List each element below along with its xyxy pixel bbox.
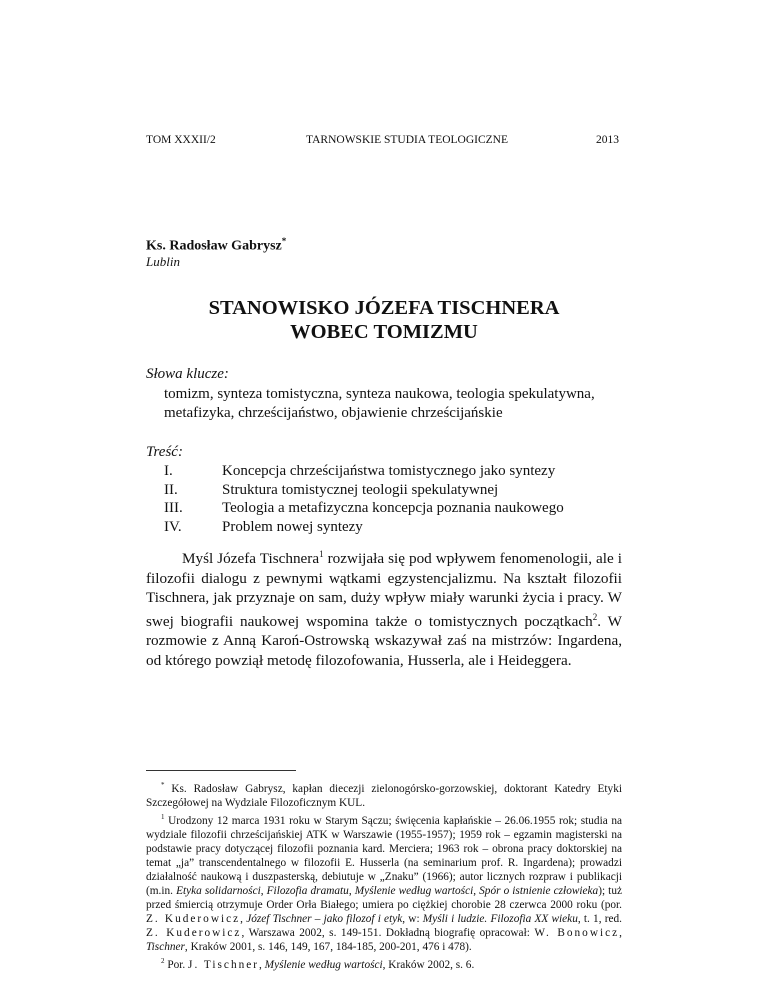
- footnote-title: Myślenie według wartości: [264, 958, 383, 971]
- author-affiliation: Lublin: [146, 254, 180, 269]
- footnote-text: ,: [473, 884, 480, 897]
- footnote-2: [146, 954, 622, 972]
- footnote-ref-2[interactable]: 2: [592, 611, 598, 622]
- contents-item-text: Struktura tomistycznej teologii spekulatywnej: [222, 481, 499, 498]
- contents-item: [146, 499, 564, 518]
- footnote-title: Myślenie według wartości: [354, 884, 474, 897]
- footnote-text: Por.: [164, 958, 189, 971]
- contents-item-number: I.: [164, 463, 173, 479]
- contents-item-number: IV.: [164, 518, 182, 535]
- body-text: [146, 545, 622, 670]
- contents-item-text: Problem nowej syntezy: [222, 518, 363, 535]
- footnote-divider: [146, 770, 296, 771]
- footnote-author: Z. Kuderowicz: [146, 926, 242, 939]
- footnote-title: Tischner: [146, 940, 185, 953]
- body-text-run: Myśl Józefa Tischnera: [182, 550, 320, 568]
- contents-item: [146, 462, 564, 481]
- contents-label: Treść:: [146, 444, 183, 460]
- footnote-text: ,: [619, 926, 622, 939]
- footnote-author: W. Bonowicz: [534, 926, 620, 939]
- footnotes: [146, 778, 622, 971]
- running-header-year: 2013: [596, 134, 619, 146]
- footnote-text: ,: [240, 912, 247, 925]
- footnote-text: ,: [259, 958, 265, 971]
- keywords-label: Słowa klucze:: [146, 366, 229, 382]
- keywords-text: tomizm, synteza tomistyczna, synteza naukowa, teologia spekulatywna, metafizyka, chrześcijaństwo, objawienie chrześcijańskie: [164, 386, 595, 421]
- footnote-text: , Warszawa 2002, s. 149-151. Dokładną biografię opracował:: [241, 926, 535, 939]
- contents-item-text: Koncepcja chrześcijaństwa tomistycznego jako syntezy: [222, 463, 556, 479]
- running-header-journal: TARNOWSKIE STUDIA TEOLOGICZNE: [306, 134, 509, 146]
- footnote-text: Ks. Radosław Gabrysz, kapłan diecezji zielonogórsko-gorzowskiej, doktorant Katedry Etyki Szczegółowej na Wydziale Filozoficznym KUL.: [146, 782, 622, 809]
- contents-item-number: II.: [164, 481, 178, 498]
- footnote-author: J. Tischner: [188, 958, 260, 971]
- contents-list: [146, 462, 564, 536]
- author-footnote-mark[interactable]: *: [281, 236, 287, 246]
- article-title-line-2: WOBEC TOMIZMU: [290, 321, 478, 343]
- article-title-line-1: STANOWISKO JÓZEFA TISCHNERA: [208, 297, 560, 319]
- article-title: [146, 296, 622, 344]
- contents-item: [146, 518, 564, 537]
- footnote-star: [146, 778, 622, 810]
- footnote-text: , w:: [402, 912, 423, 925]
- footnote-text: ); tuż przed śmiercią otrzymuje Order Orła Białego; umiera po ciężkiej chorobie 28 czerwca 2000 roku (por.: [146, 884, 622, 911]
- footnote-title: Etyka solidarności: [176, 884, 261, 897]
- footnote-mark: *: [161, 781, 165, 789]
- footnote-ref-1[interactable]: 1: [319, 549, 324, 559]
- footnote-text: , Kraków 2001, s. 146, 149, 167, 184-185, 200-201, 476 i 478).: [184, 940, 472, 953]
- author-name: [146, 236, 286, 255]
- footnote-title: Józef Tischner – jako filozof i etyk: [246, 912, 403, 925]
- footnote-1: [146, 810, 622, 954]
- footnote-text: , Kraków 2002, s. 6.: [382, 958, 475, 971]
- footnote-title: Filozofia dramatu: [266, 884, 349, 897]
- footnote-author: Z. Kuderowicz: [146, 912, 241, 925]
- body-text-run: rozwijała się pod wpływem fenomenologii, ale i filozofii dialogu z pewnymi wątkami egzystencjalizmu. Na kształt filozofii Tischnera, jak przyznaje on sam, duży wpływ miały warunki życia i pracy. W swej biografii naukowej wspomina także o tomistycznych początkach: [146, 550, 622, 630]
- footnote-title: Myśli i ludzie. Filozofia XX wieku: [422, 912, 578, 925]
- running-header-volume: TOM XXXII/2: [146, 134, 216, 146]
- footnote-title: Spór o istnienie człowieka: [479, 884, 599, 897]
- contents-item-text: Teologia a metafizyczna koncepcja poznania naukowego: [222, 500, 564, 516]
- contents-item: [146, 481, 564, 500]
- footnote-text: ,: [260, 884, 267, 897]
- footnote-mark: 1: [161, 812, 165, 821]
- footnote-mark: 2: [161, 956, 165, 965]
- body-paragraph: [146, 545, 622, 670]
- footnote-text: , t. 1, red.: [577, 912, 622, 925]
- footnote-text: Urodzony 12 marca 1931 roku w Starym Sączu; święcenia kapłańskie – 26.06.1955 rok; studia na wydziale filozofii chrześcijańskiej ATK w Warszawie (1955-1957); 1959 rok – egzamin magisterski na podstawie pracy dotyczącej filozofii poznania kard. Merciera; 1963 rok – obrona pracy doktorskiej na temat „ja” transcendentalnego w filozofii E. Husserla (na seminarium prof. R. Ingardena); prowadzi działalność naukową i duszpasterską, debiutuje w „Znaku” (1966); autor licznych rozpraw i publikacji (m.in.: [146, 814, 622, 897]
- author-name-text: Ks. Radosław Gabrysz: [146, 238, 282, 254]
- contents-item-number: III.: [164, 500, 183, 516]
- body-text-run: . W rozmowie z Anną Karoń-Ostrowską wskazywał zaś na mistrzów: Ingardena, od którego powziął metodę filozofowania, Husserla, ale i Heideggera.: [146, 612, 622, 669]
- footnote-text: ,: [348, 884, 355, 897]
